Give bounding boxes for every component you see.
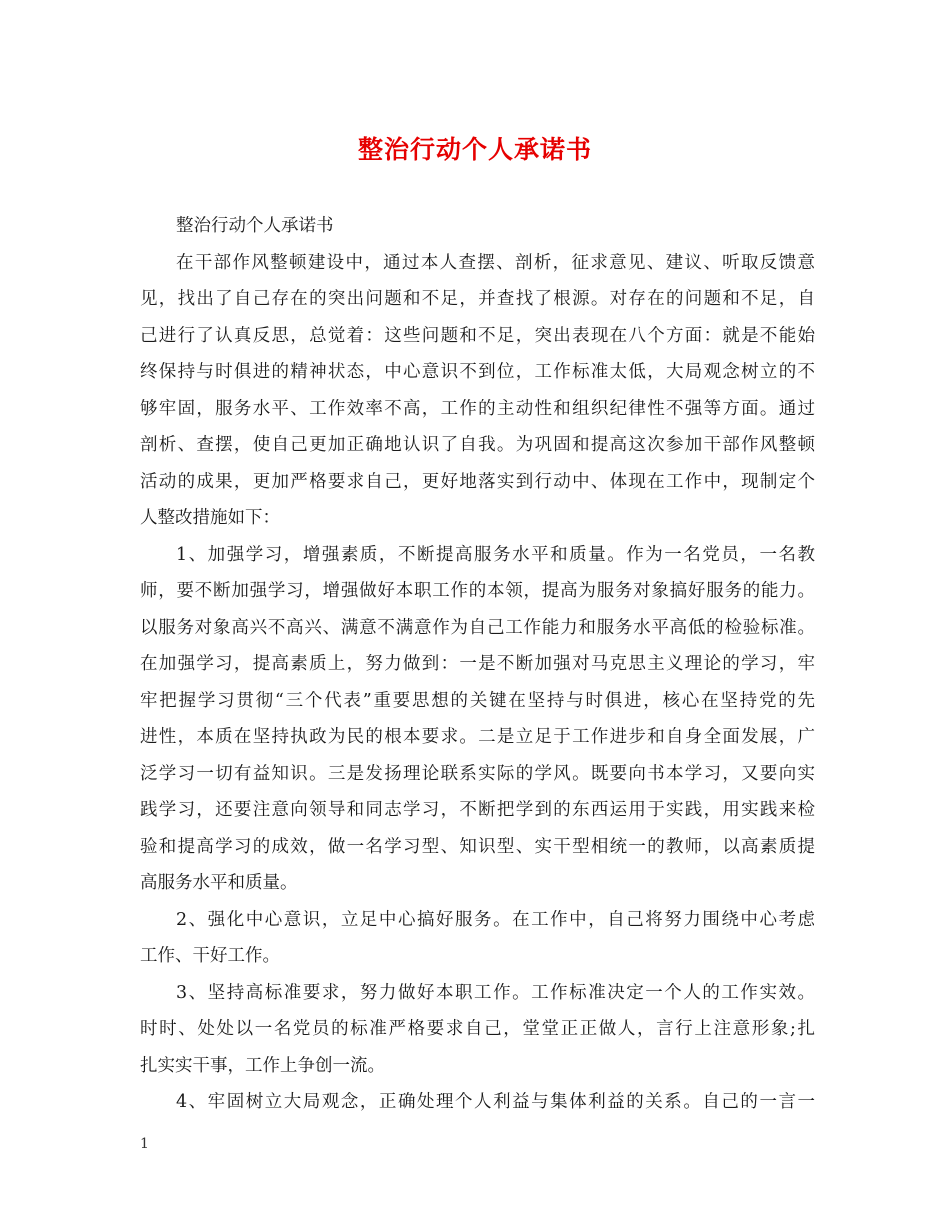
text-line: 在加强学习，提高素质上，努力做到：一是不断加强对马克思主义理论的学习，牢 — [140, 654, 815, 674]
text-line: 验和提高学习的成效，做一名学习型、知识型、实干型相统一的教师，以高素质提 — [140, 836, 815, 857]
document-title: 整治行动个人承诺书 — [357, 135, 592, 164]
text-line: 以服务对象高兴不高兴、满意不满意作为自己工作能力和服务水平高低的检验标准。 — [140, 617, 815, 638]
text-line: 在干部作风整顿建设中，通过本人查摆、剖析，征求意见、建议、听取反馈意 — [176, 252, 815, 273]
text-line: 见，找出了自己存在的突出问题和不足，并查找了根源。对存在的问题和不足，自 — [140, 289, 815, 309]
page-number: 1 — [140, 1136, 149, 1152]
text-line: 剖析、查摆，使自己更加正确地认识了自我。为巩固和提高这次参加干部作风整顿 — [140, 435, 815, 455]
text-line: 工作、干好工作。 — [140, 946, 280, 966]
text-line: 4、牢固树立大局观念，正确处理个人利益与集体利益的关系。自己的一言一 — [176, 1092, 815, 1112]
text-line: 整治行动个人承诺书 — [176, 216, 334, 236]
text-line: 进性，本质在坚持执政为民的根本要求。二是立足于工作进步和自身全面发展，广 — [140, 727, 815, 747]
text-line: 己进行了认真反思，总觉着：这些问题和不足，突出表现在八个方面：就是不能始 — [140, 325, 815, 346]
text-line: 师，要不断加强学习，增强做好本职工作的本领，提高为服务对象搞好服务的能力。 — [140, 581, 815, 601]
text-line: 1、加强学习，增强素质，不断提高服务水平和质量。作为一名党员，一名教 — [176, 544, 815, 565]
text-line: 3、坚持高标准要求，努力做好本职工作。工作标准决定一个人的工作实效。 — [176, 982, 815, 1003]
text-line: 高服务水平和质量。 — [140, 873, 298, 893]
text-line: 2、强化中心意识，立足中心搞好服务。在工作中，自己将努力围绕中心考虑 — [176, 909, 815, 930]
text-line: 活动的成果，更加严格要求自己，更好地落实到行动中、体现在工作中，现制定个 — [140, 471, 815, 492]
text-line: 践学习，还要注意向领导和同志学习，不断把学到的东西运用于实践，用实践来检 — [140, 800, 815, 820]
text-line: 扎实实干事，工作上争创一流。 — [140, 1055, 385, 1076]
text-line: 时时、处处以一名党员的标准严格要求自己，堂堂正正做人，言行上注意形象;扎 — [140, 1019, 815, 1039]
text-line: 终保持与时俱进的精神状态，中心意识不到位，工作标准太低，大局观念树立的不 — [140, 362, 815, 382]
document-body — [140, 208, 815, 1121]
text-line: 够牢固，服务水平、工作效率不高，工作的主动性和组织纪律性不强等方面。通过 — [140, 398, 815, 419]
text-line: 人整改措施如下： — [140, 508, 280, 528]
text-line: 泛学习一切有益知识。三是发扬理论联系实际的学风。既要向书本学习，又要向实 — [140, 763, 815, 784]
text-line: 牢把握学习贯彻“三个代表”重要思想的关键在坚持与时俱进，核心在坚持党的先 — [140, 690, 815, 711]
